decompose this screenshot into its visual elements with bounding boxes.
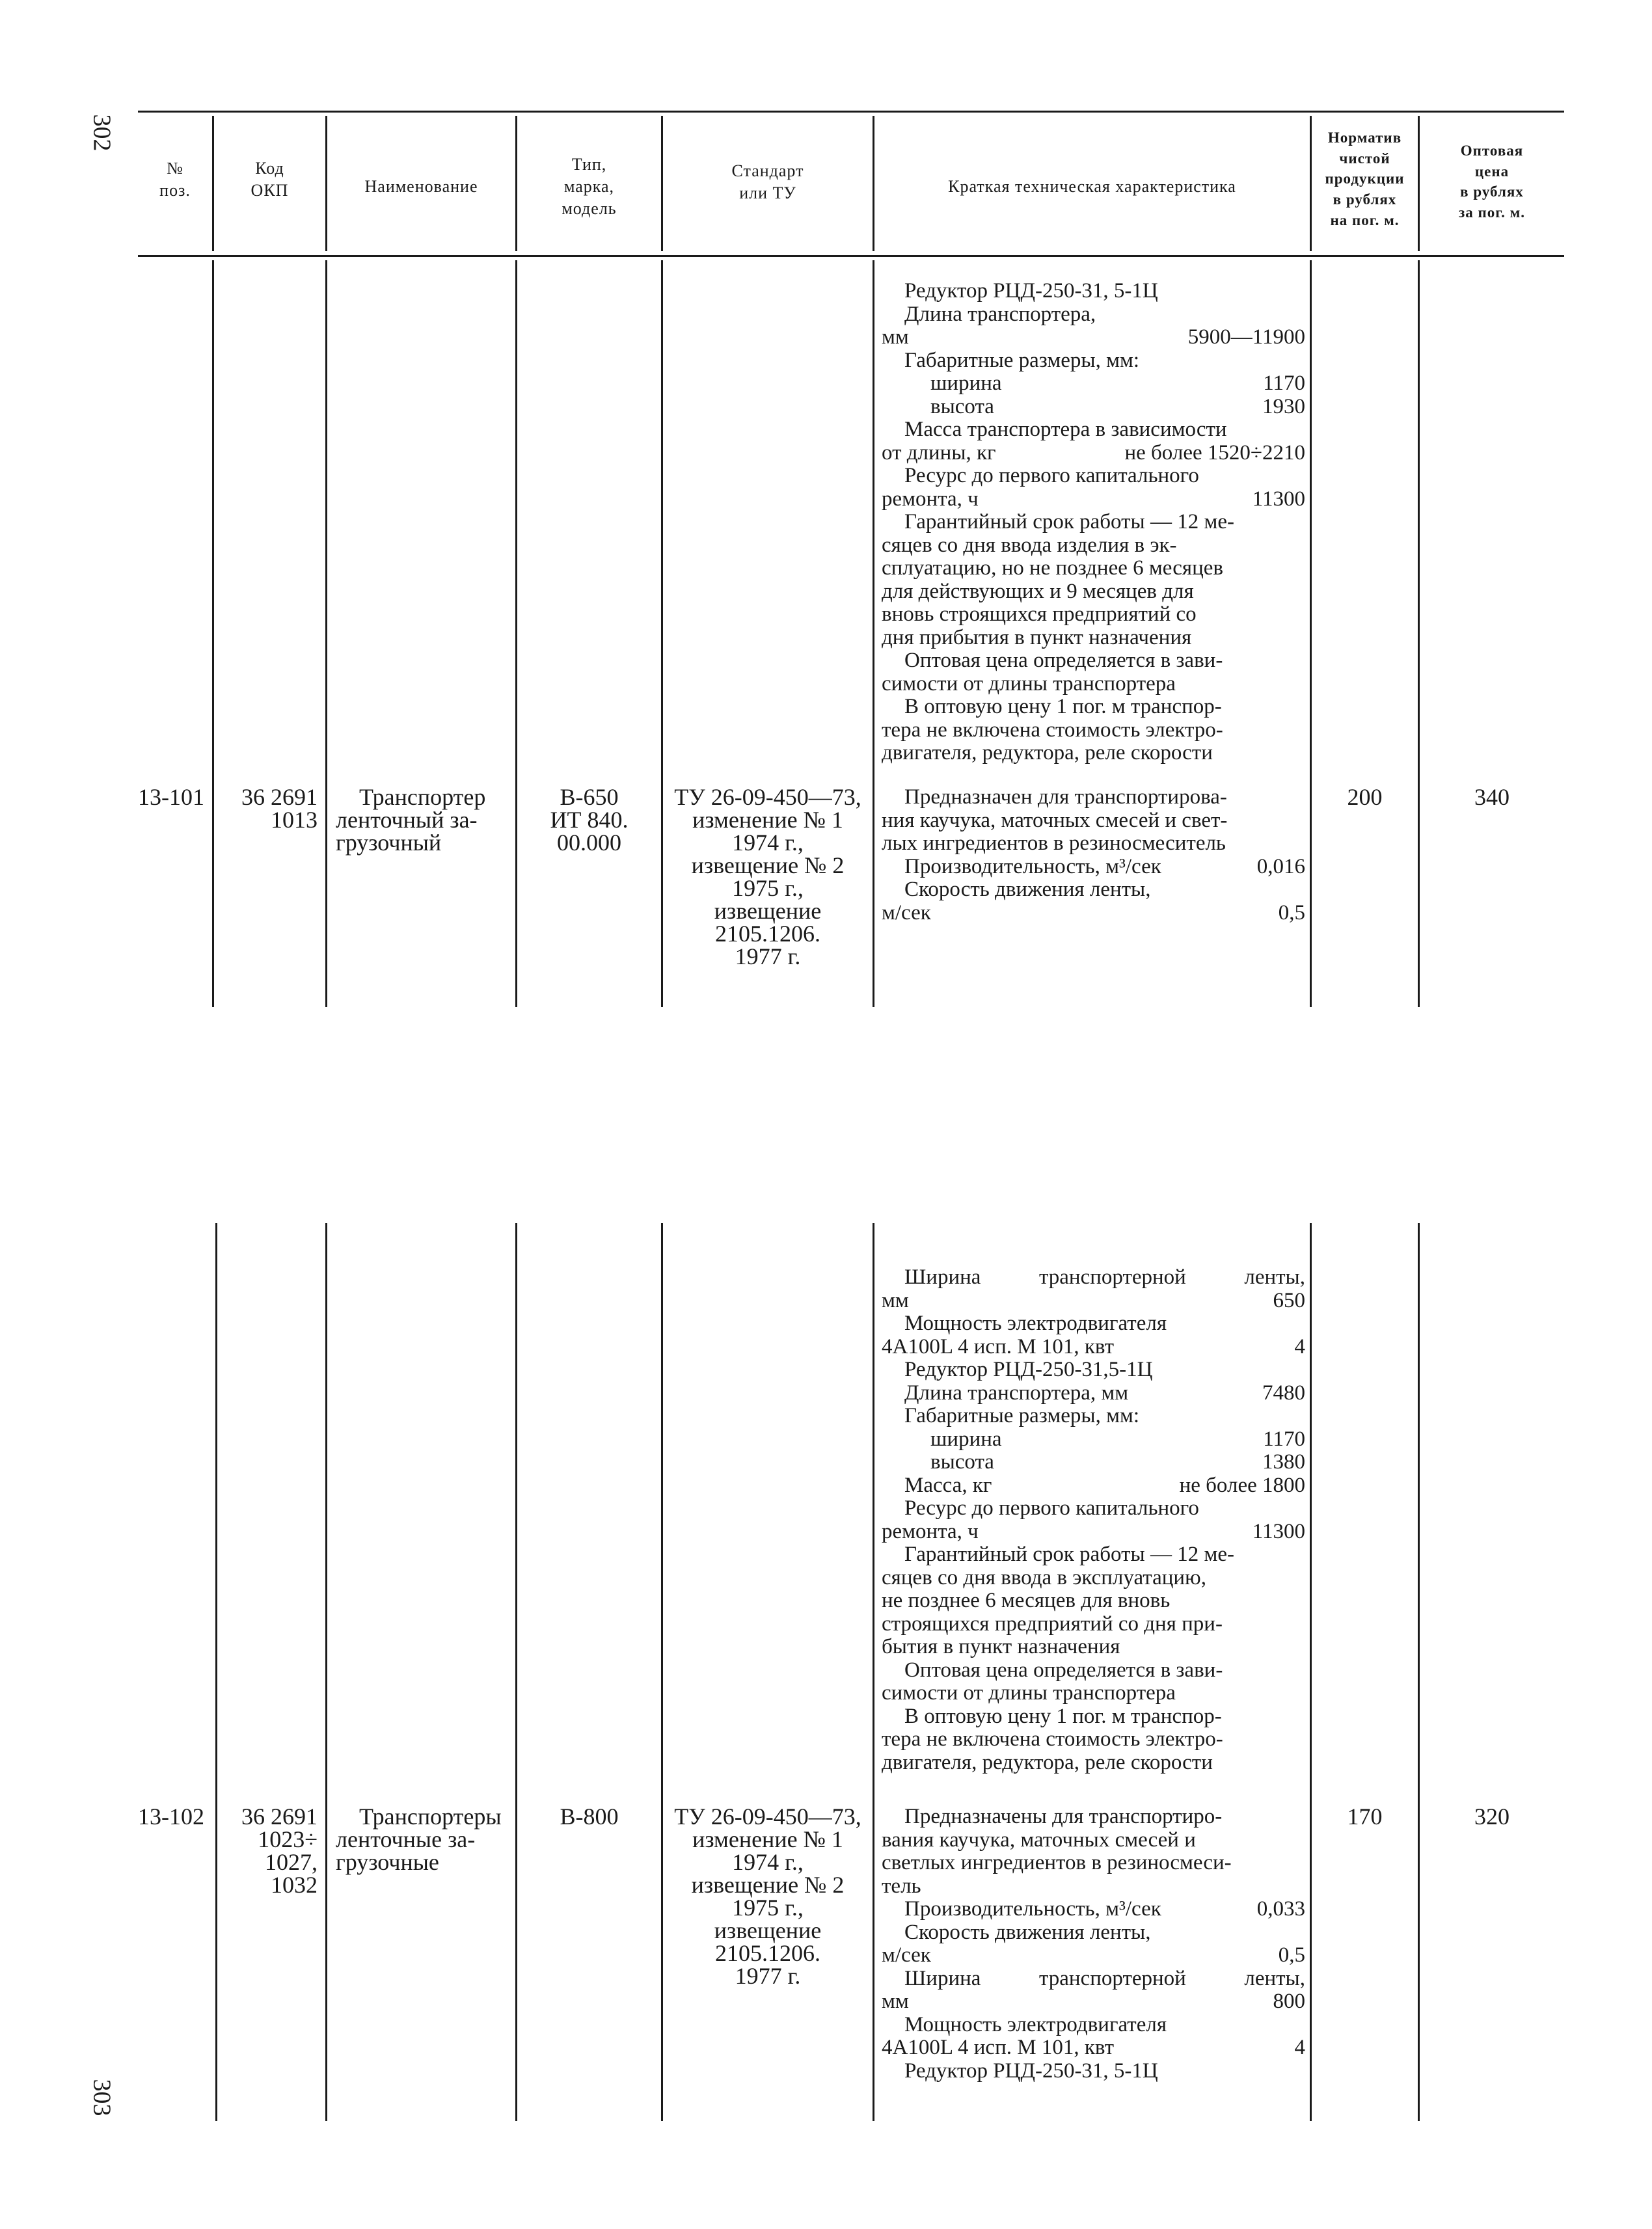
desc-line: Ширина транспортерной ленты,	[904, 1967, 1305, 1990]
desc-line: Редуктор РЦД-250-31,5-1Ц	[904, 1358, 1153, 1381]
header-standard: Стандарт или ТУ	[731, 161, 804, 202]
col-divider	[1418, 1223, 1420, 2121]
row1-standard: ТУ 26-09-450—73, изменение № 1 1974 г., извещение № 2 1975 г., извещение 2105.1206. 1977 г.	[674, 784, 861, 969]
row1-name: Транспортер ленточный за- грузочный	[336, 784, 486, 856]
desc-line: Ресурс до первого капитального	[904, 465, 1199, 487]
desc-line: Оптовая цена определяется в зави-	[904, 649, 1223, 672]
desc-line: Габаритные размеры, мм:	[904, 349, 1140, 372]
desc-line: тера не включена стоимость электро-	[882, 1728, 1223, 1751]
desc-line: Редуктор РЦД-250-31, 5-1Ц	[904, 2059, 1158, 2083]
desc-line: Производительность, м³/сек 0,016	[904, 855, 1305, 878]
desc-line: Габаритные размеры, мм:	[904, 1405, 1140, 1427]
desc-line: В оптовую цену 1 пог. м транспор-	[904, 696, 1222, 718]
desc-line: Ресурс до первого капитального	[904, 1497, 1199, 1520]
col-divider	[873, 260, 874, 1007]
desc-line: Длина транспортера,	[904, 303, 1096, 326]
header-type: Тип, марка, модель	[562, 155, 617, 218]
desc-line: симости от длины транспортера	[882, 1682, 1176, 1705]
col-divider	[873, 1223, 874, 2121]
col-divider	[325, 260, 327, 1007]
header-price: Оптовая цена в рублях за пог. м.	[1458, 142, 1525, 221]
row1-norm: 200	[1347, 784, 1383, 810]
row2-norm: 170	[1347, 1803, 1383, 1830]
col-divider	[212, 260, 214, 1007]
desc-line: ния каучука, маточных смесей и свет-	[882, 809, 1228, 832]
page-number-top: 302	[88, 114, 116, 152]
desc-line: для действующих и 9 месяцев для	[882, 580, 1194, 603]
row2-price: 320	[1474, 1803, 1510, 1830]
desc-line: мм 800	[882, 1990, 1305, 2013]
desc-line: м/сек 0,5	[882, 901, 1305, 925]
desc-line: Масса, кг не более 1800	[904, 1474, 1305, 1497]
header-okp: Код ОКП	[251, 159, 289, 200]
desc-line: ширина 1170	[930, 372, 1305, 395]
desc-line: м/сек 0,5	[882, 1944, 1305, 1967]
desc-line: вновь строящихся предприятий со	[882, 603, 1197, 626]
desc-line: сяцев со дня ввода изделия в эк-	[882, 534, 1177, 557]
desc-line: строящихся предприятий со дня при-	[882, 1612, 1223, 1636]
col-divider	[1310, 260, 1312, 1007]
desc-line: ремонта, ч 11300	[882, 487, 1305, 511]
header-bottom-rule	[138, 255, 1564, 257]
row2-standard: ТУ 26-09-450—73, изменение № 1 1974 г., извещение № 2 1975 г., извещение 2105.1206. 1977 г.	[674, 1803, 861, 1989]
desc-line: Оптовая цена определяется в зави-	[904, 1658, 1223, 1682]
desc-line: Масса транспортера в зависимости	[904, 418, 1227, 441]
desc-line: В оптовую цену 1 пог. м транспор-	[904, 1705, 1222, 1728]
desc-line: дня прибытия в пункт назначения	[882, 626, 1192, 649]
desc-line: Мощность электродвигателя	[904, 1312, 1167, 1335]
desc-line: симости от длины транспортера	[882, 672, 1176, 696]
row1-okp: 36 2691 1013	[241, 784, 318, 833]
desc-line: Предназначены для транспортиро-	[904, 1805, 1223, 1828]
header-pos: № поз.	[159, 159, 191, 200]
desc-line: Ширина транспортерной ленты,	[904, 1266, 1305, 1289]
row2-type: В-800	[560, 1803, 619, 1830]
desc-line: ширина 1170	[930, 1427, 1305, 1451]
desc-line: высота 1930	[930, 395, 1305, 418]
desc-line: сплуатацию, но не позднее 6 месяцев	[882, 557, 1223, 580]
desc-line: Мощность электродвигателя	[904, 2013, 1167, 2036]
row2-pos: 13-102	[138, 1803, 204, 1830]
header-norm: Норматив чистой продукции в рублях на пог. м.	[1325, 129, 1405, 228]
desc-line: Скорость движения ленты,	[904, 1921, 1151, 1944]
desc-line: Длина транспортера, мм 7480	[904, 1381, 1305, 1405]
desc-line: высота 1380	[930, 1451, 1305, 1474]
desc-line: светлых ингредиентов в резиносмеси-	[882, 1852, 1232, 1874]
row1-price: 340	[1474, 784, 1510, 810]
desc-line: 4А100L 4 исп. М 101, квт 4	[882, 2036, 1305, 2059]
desc-line: 4А100L 4 исп. М 101, квт 4	[882, 1335, 1305, 1358]
desc-line: не позднее 6 месяцев для вновь	[882, 1589, 1171, 1612]
row1-type: В-650 ИТ 840. 00.000	[550, 784, 629, 856]
row2-okp: 36 2691 1023÷ 1027, 1032	[241, 1803, 318, 1898]
col-divider	[515, 260, 517, 1007]
row2-description	[882, 1805, 1305, 2083]
desc-line: лых ингредиентов в резиносмеситель	[882, 832, 1226, 855]
desc-line: двигателя, редуктора, реле скорости	[882, 1751, 1213, 1774]
desc-line: ремонта, ч 11300	[882, 1520, 1305, 1543]
col-divider	[1418, 260, 1420, 1007]
header-name: Наименование	[364, 177, 478, 196]
col-divider	[515, 1223, 517, 2121]
page-number-bottom: 303	[88, 2079, 116, 2116]
desc-line: от длины, кг не более 1520÷2210	[882, 441, 1305, 465]
desc-line: Редуктор РЦД-250-31, 5-1Ц	[904, 280, 1158, 303]
desc-line: двигателя, редуктора, реле скорости	[882, 742, 1213, 764]
table-top-rule	[138, 111, 1564, 113]
block2-description	[882, 1266, 1305, 1774]
desc-line: мм 650	[882, 1289, 1305, 1312]
desc-line: тера не включена стоимость электро-	[882, 718, 1223, 742]
row2-name: Транспортеры ленточные за- грузочные	[336, 1803, 502, 1875]
block1-description	[882, 280, 1305, 765]
desc-line: Скорость движения ленты,	[904, 878, 1151, 901]
desc-line: Предназначен для транспортирова-	[904, 786, 1227, 809]
col-divider	[325, 1223, 327, 2121]
row1-description	[882, 786, 1305, 925]
desc-line: Гарантийный срок работы — 12 ме-	[904, 1543, 1234, 1566]
col-divider	[215, 1223, 217, 2121]
desc-line: вания каучука, маточных смесей и	[882, 1828, 1196, 1852]
col-divider	[1310, 1223, 1312, 2121]
row1-pos: 13-101	[138, 784, 204, 810]
desc-line: Гарантийный срок работы — 12 ме-	[904, 511, 1234, 534]
desc-line: тель	[882, 1874, 921, 1898]
desc-line: сяцев со дня ввода в эксплуатацию,	[882, 1566, 1206, 1589]
desc-line: мм 5900—11900	[882, 326, 1305, 349]
desc-line: Производительность, м³/сек 0,033	[904, 1898, 1305, 1921]
desc-line: бытия в пункт назначения	[882, 1636, 1120, 1658]
header-spec: Краткая техническая характеристика	[948, 177, 1236, 196]
